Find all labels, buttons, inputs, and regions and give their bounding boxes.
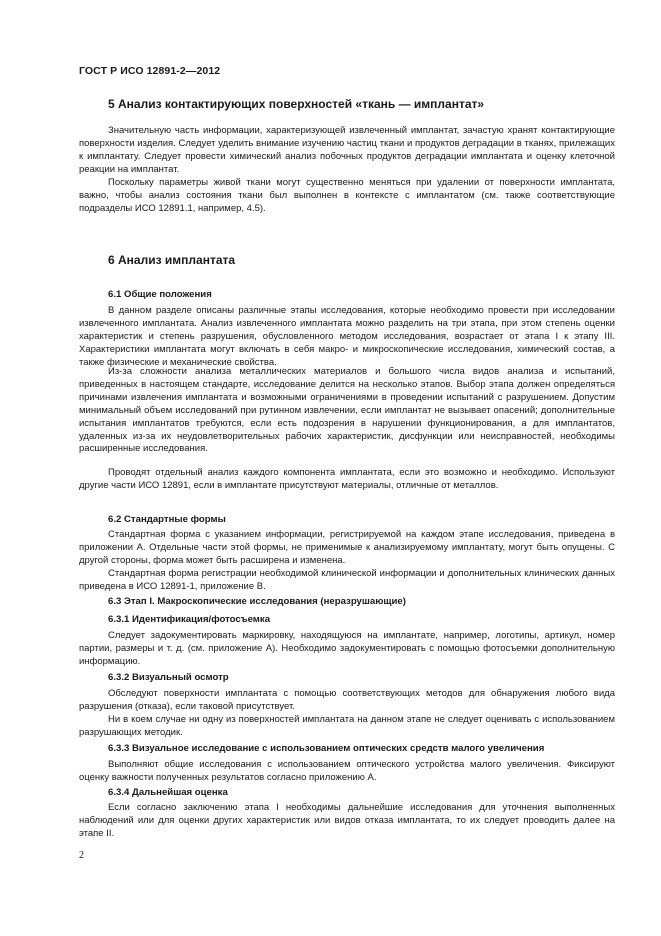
standard-header: ГОСТ Р ИСО 12891-2—2012: [79, 65, 221, 77]
subsection-6-3-3-title: 6.3.3 Визуальное исследование с использованием оптических средств малого увеличения: [108, 743, 545, 754]
subsection-6-2-para-1: Стандартная форма с указанием информации, регистрируемой на каждом этапе исследования, приведена в приложении А. Отдельные части этой формы, не применимые к анализируемому имплантату, могут быть опущены. С другой стороны, форма может быть расширена и изменена.: [79, 529, 615, 566]
subsection-6-2-title: 6.2 Стандартные формы: [108, 514, 226, 525]
subsection-6-3-4-para-1: Если согласно заключению этапа I необходимы дальнейшие исследования для уточнения выполненных наблюдений или для оценки других характеристик или видов отказа имплантата, то их следует проводить далее на этапе II.: [79, 802, 615, 839]
subsection-6-1-para-2: Из-за сложности анализа металлических материалов и большого числа видов анализа и испытаний, приведенных в настоящем стандарте, исследование делится на несколько этапов. Выбор этапа должен определяться причинами извлечения имплантата и возможными ограничениями в проведении испытаний с разрушением. Допустим минимальный объем исследований при рутинном извлечении, если имплантат не вызывает опасений; дополнительные испытания имплантатов требуются, если есть подозрения в нарушении функционирования, а для имплантатов, удаленных из-за их неудовлетворительных рабочих характеристик, дисфункции или неисправностей, необходимы расширенные исследования.: [79, 366, 615, 455]
subsection-6-3-1-title: 6.3.1 Идентификация/фотосъемка: [108, 614, 271, 625]
subsection-6-3-4-title: 6.3.4 Дальнейшая оценка: [108, 787, 228, 798]
subsection-6-3-2-para-2: Ни в коем случае ни одну из поверхностей имплантата на данном этапе не следует оценивать с использованием разрушающих методик.: [79, 714, 615, 738]
subsection-6-3-title: 6.3 Этап I. Макроскопические исследования (неразрушающие): [108, 596, 406, 607]
subsection-6-3-2-para-1: Обследуют поверхности имплантата с помощью соответствующих методов для обнаружения любого вида разрушения (отказа), если таковой присутствует.: [79, 688, 615, 712]
subsection-6-3-1-para-1: Следует задокументировать маркировку, находящуюся на имплантате, например, логотипы, артикул, номер партии, размеры и т. д. (см. приложение А). Необходимо задокументировать с помощью фотосъемки дополнительную информацию.: [79, 630, 615, 667]
subsection-6-1-para-1: В данном разделе описаны различные этапы исследования, которые необходимо провести при исследовании извлеченного имплантата. Анализ извлеченного имплантата можно разделить на три этапа, при этом степень оценки характеристик и степень разрушения, обусловленного методом исследования, возрастает от этапа I к этапу III. Характеристики имплантата могут включать в себя макро- и микроскопические исследования, химический состав, а также физические и механические свойства.: [79, 305, 615, 368]
subsection-6-1-title: 6.1 Общие положения: [108, 289, 212, 300]
page-number: 2: [79, 850, 84, 861]
subsection-6-1-para-3: Проводят отдельный анализ каждого компонента имплантата, если это возможно и необходимо. Используют другие части ИСО 12891, если в имплантате присутствуют материалы, отличные от металлов.: [79, 467, 615, 491]
subsection-6-2-para-2: Стандартная форма регистрации необходимой клинической информации и дополнительных клинических данных приведена в ИСО 12891-1, приложение В.: [79, 568, 615, 592]
section-5-para-2: Поскольку параметры живой ткани могут существенно меняться при удалении от поверхности имплантата, важно, чтобы анализ состояния ткани был выполнен в контексте с имплантатом (см. также соответствующие подразделы ИСО 12891.1, например, 4.5).: [79, 177, 615, 214]
section-5-para-1: Значительную часть информации, характеризующей извлеченный имплантат, зачастую хранят контактирующие поверхности изделия. Следует уделить внимание изучению частиц ткани и продуктов деградации в тканях, прилежащих к имплантату. Следует провести химический анализ побочных продуктов деградации имплантата и оценку клеточной реакции на имплантат.: [79, 125, 615, 175]
subsection-6-3-2-title: 6.3.2 Визуальный осмотр: [108, 672, 229, 683]
subsection-6-3-3-para-1: Выполняют общие исследования с использованием оптического устройства малого увеличения. Фиксируют оценку важности полученных результатов согласно приложению А.: [79, 759, 615, 783]
section-6-title: 6 Анализ имплантата: [108, 253, 236, 267]
section-5-title: 5 Анализ контактирующих поверхностей «ткань — имплантат»: [108, 97, 485, 111]
